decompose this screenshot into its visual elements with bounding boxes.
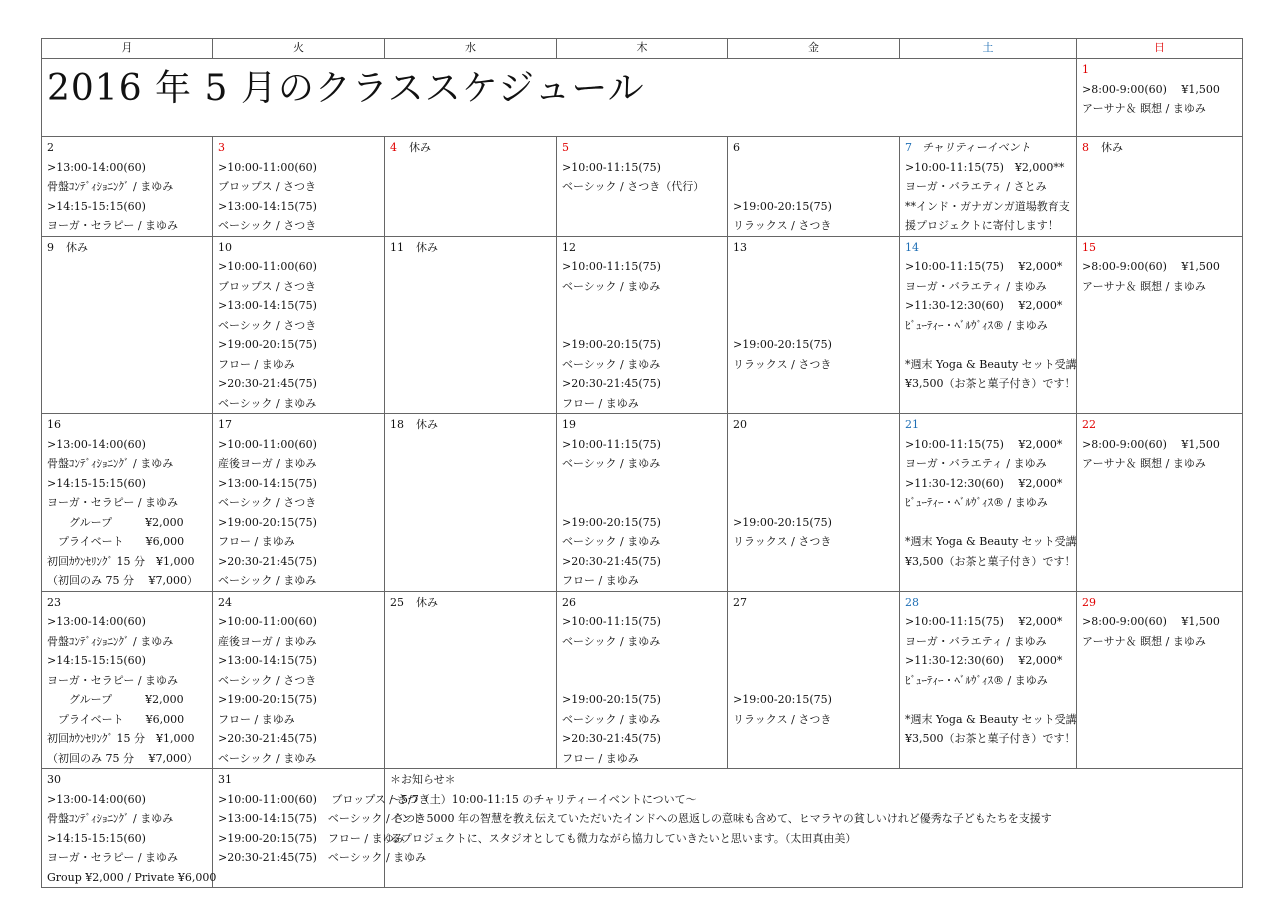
class-line	[905, 335, 1071, 355]
day-cell	[42, 414, 213, 592]
class-line: ¥3,500（お茶と菓子付き）です！	[905, 554, 1076, 568]
notice-heading: ＊お知らせ＊	[390, 773, 456, 786]
class-line: ヨーガ・セラピー / まゆみ	[47, 219, 179, 232]
day-cell	[557, 591, 728, 769]
event-label: チャリティーイベント	[922, 141, 1031, 154]
class-line	[562, 651, 722, 671]
class-line: >19:00-20:15(75)	[562, 693, 661, 706]
class-line: リラックス / さつき	[733, 535, 832, 548]
date-number: 29	[1082, 595, 1096, 609]
class-line: ベーシック / まゆみ	[562, 634, 661, 648]
class-line: >10:00-11:00(60)	[218, 260, 317, 273]
class-line: ベーシック / さつき	[218, 318, 317, 332]
class-line	[562, 493, 722, 513]
class-line: >20:30-21:45(75)	[562, 732, 661, 745]
date-number: 7	[905, 141, 912, 154]
day-header	[390, 593, 551, 613]
notice-body-line: るプロジェクトに、スタジオとしても微力ながら協力していきたいと思います。（太田真由美）	[390, 831, 857, 845]
weekday-sat: 土	[900, 39, 1077, 59]
date-number: 24	[218, 595, 232, 609]
day-cell	[213, 137, 385, 237]
class-line: >19:00-20:15(75)	[562, 338, 661, 351]
class-line	[733, 474, 894, 494]
class-line: ヨーガ・セラピー / まゆみ	[47, 851, 179, 864]
class-line	[733, 257, 894, 277]
class-line: ベーシック / まゆみ	[562, 457, 661, 470]
date-number: 31	[218, 773, 232, 786]
notice-subheading: ～5/7（土）10:00-11:15 のチャリティーイベントについて～	[390, 792, 697, 806]
class-line: ベーシック / さつき	[218, 496, 317, 509]
class-line: >20:30-21:45(75)	[562, 377, 661, 390]
class-line: >8:00-9:00(60) ¥1,500	[1082, 260, 1220, 273]
class-line: >20:30-21:45(75)	[218, 732, 317, 745]
day-header	[390, 238, 551, 258]
day-header	[733, 415, 894, 435]
class-line: >20:30-21:45(75)	[562, 554, 661, 568]
class-line: ベーシック / まゆみ	[562, 712, 661, 726]
class-line: アーサナ＆ 瞑想 / まゆみ	[1082, 457, 1206, 470]
class-line: フロー / まゆみ	[218, 535, 295, 548]
date-number: 10	[218, 240, 232, 254]
day-header	[905, 138, 1071, 158]
class-line	[733, 632, 894, 652]
day-cell	[213, 414, 385, 592]
day-header	[733, 238, 894, 258]
date-number: 6	[733, 141, 740, 154]
class-line: >19:00-20:15(75)	[733, 199, 832, 213]
class-line: ブロップス / さつき	[218, 279, 317, 293]
class-line: >10:00-11:00(60) ブロップス / さつき	[218, 792, 430, 806]
day-header	[390, 138, 551, 158]
closed-label: 休み	[66, 240, 88, 254]
class-line: >11:30-12:30(60) ¥2,000*	[905, 476, 1063, 490]
day-header	[218, 593, 379, 613]
day-cell	[213, 591, 385, 769]
class-line	[733, 316, 894, 336]
weekday-tue: 火	[213, 39, 385, 59]
class-line: >10:00-11:00(60)	[218, 615, 317, 628]
day-cell	[42, 591, 213, 769]
class-line: ヨーガ・バラエティ / まゆみ	[905, 457, 1047, 470]
class-line: >10:00-11:15(75)	[562, 160, 661, 174]
class-line: ベーシック / さつき（代行）	[562, 180, 705, 193]
class-line: >20:30-21:45(75)	[218, 377, 317, 390]
day-header	[218, 415, 379, 435]
day-cell	[900, 591, 1077, 769]
notice-cell	[385, 769, 1243, 888]
title-cell	[42, 59, 1077, 137]
day-header	[47, 415, 207, 435]
notice-body-line: インド 5000 年の智慧を教え伝えていただいたインドへの恩返しの意味も含めて、ヒマラヤの貧しいけれど優秀な子どもたちを支援す	[390, 812, 1052, 825]
class-line: >10:00-11:15(75)	[562, 260, 661, 273]
weekday-mon: 月	[42, 39, 213, 59]
day-cell	[42, 236, 213, 414]
date-number: 14	[905, 240, 919, 254]
class-line: >14:15-15:15(60)	[47, 831, 146, 845]
class-line: >10:00-11:15(75)	[562, 615, 661, 628]
class-line: >19:00-20:15(75)	[733, 338, 832, 351]
class-line: >10:00-11:15(75)	[562, 437, 661, 451]
class-line: >8:00-9:00(60) ¥1,500	[1082, 437, 1220, 451]
class-line: >19:00-20:15(75) フロー / まゆみ	[218, 831, 405, 845]
date-number: 12	[562, 240, 576, 254]
day-cell	[557, 137, 728, 237]
class-line: >20:30-21:45(75) ベーシック / まゆみ	[218, 851, 427, 864]
title-row	[42, 59, 1243, 137]
class-line: ベーシック / まゆみ	[562, 357, 661, 371]
day-header	[218, 138, 379, 158]
class-line: 骨盤ｺﾝﾃﾞｨｼｮﾆﾝｸﾞ / まゆみ	[47, 812, 174, 825]
class-line: 初回ｶｳﾝｾﾘﾝｸﾞ 15 分 ¥1,000	[47, 554, 195, 568]
page-title: 2016 年 5 月のクラススケジュール	[47, 68, 645, 109]
day-cell	[1077, 137, 1243, 237]
class-line	[733, 158, 894, 178]
date-number: 21	[905, 418, 919, 431]
day-header	[47, 138, 207, 158]
class-line: リラックス / さつき	[733, 357, 832, 371]
day-header	[47, 770, 207, 790]
class-line: ベーシック / まゆみ	[218, 396, 317, 410]
class-line: ブロップス / さつき	[218, 180, 317, 193]
class-line: リラックス / さつき	[733, 219, 832, 232]
day-cell	[728, 414, 900, 592]
class-line: ﾋﾞｭｰﾃｨｰ・ﾍﾞﾙｳﾞｨｽ® / まゆみ	[905, 673, 1048, 687]
day-cell	[42, 769, 217, 888]
class-line: >11:30-12:30(60) ¥2,000*	[905, 299, 1063, 312]
class-line: ヨーガ・セラピー / まゆみ	[47, 673, 179, 687]
class-line: ベーシック / さつき	[218, 219, 317, 232]
class-line: ヨーガ・バラエティ / まゆみ	[905, 634, 1047, 648]
day-header	[47, 593, 207, 613]
class-line: アーサナ＆ 瞑想 / まゆみ	[1082, 634, 1206, 648]
day-header	[1082, 138, 1237, 158]
day-header	[905, 238, 1071, 258]
class-line: >13:00-14:15(75)	[218, 654, 317, 667]
day-header	[562, 238, 722, 258]
class-line: >19:00-20:15(75)	[218, 338, 317, 351]
class-line: フロー / まゆみ	[562, 574, 639, 587]
date-number: 4	[390, 141, 397, 154]
date-number: 13	[733, 240, 747, 254]
weekday-wed: 水	[385, 39, 557, 59]
class-line	[905, 690, 1071, 710]
class-line: **インド・ガナガンガ道場教育支	[905, 199, 1070, 213]
class-line: ベーシック / まゆみ	[218, 751, 317, 765]
date-number: 26	[562, 595, 576, 609]
day-header	[733, 593, 894, 613]
class-line: >20:30-21:45(75)	[218, 554, 317, 568]
class-line: >13:00-14:00(60)	[47, 615, 146, 628]
class-line: グループ ¥2,000	[47, 693, 184, 706]
class-line: プライベート ¥6,000	[47, 535, 185, 548]
class-line: プライベート ¥6,000	[47, 712, 185, 726]
class-line	[733, 671, 894, 691]
date-number: 20	[733, 418, 747, 431]
closed-label: 休み	[416, 240, 438, 254]
day-cell	[728, 236, 900, 414]
class-line: ﾋﾞｭｰﾃｨｰ・ﾍﾞﾙｳﾞｨｽ® / まゆみ	[905, 318, 1048, 332]
day-header	[1082, 238, 1237, 258]
day-cell	[385, 236, 557, 414]
day-header	[1082, 415, 1237, 435]
date-number: 2	[47, 141, 54, 154]
day-cell	[900, 137, 1077, 237]
class-line: *週末 Yoga & Beauty セット受講	[905, 357, 1077, 371]
class-line: >19:00-20:15(75)	[562, 515, 661, 529]
day-header	[390, 415, 551, 435]
class-line	[905, 513, 1071, 533]
date-number: 30	[47, 773, 61, 786]
day-header	[905, 415, 1071, 435]
date-number: 23	[47, 595, 61, 609]
class-line: ヨーガ・バラエティ / さとみ	[905, 180, 1047, 193]
closed-label: 休み	[1101, 141, 1123, 154]
class-line	[733, 454, 894, 474]
day-cell	[1077, 236, 1243, 414]
class-line	[733, 177, 894, 197]
class-line	[733, 493, 894, 513]
class-line: アーサナ＆ 瞑想 / まゆみ	[1082, 102, 1206, 115]
closed-label: 休み	[409, 141, 431, 154]
week-row	[42, 236, 1243, 414]
class-line: >8:00-9:00(60) ¥1,500	[1082, 615, 1220, 628]
class-line	[733, 296, 894, 316]
class-line: 骨盤ｺﾝﾃﾞｨｼｮﾆﾝｸﾞ / まゆみ	[47, 180, 174, 193]
date-number: 8	[1082, 141, 1089, 154]
date-number: 3	[218, 141, 225, 154]
class-line: Group ¥2,000 / Private ¥6,000	[47, 870, 217, 884]
day-header	[733, 138, 894, 158]
day-cell	[1077, 59, 1243, 137]
class-line: *週末 Yoga & Beauty セット受講	[905, 535, 1077, 548]
day-header	[218, 770, 379, 790]
class-line: >19:00-20:15(75)	[733, 515, 832, 529]
class-line: グループ ¥2,000	[47, 515, 184, 529]
class-line: >13:00-14:15(75)	[218, 476, 317, 490]
day-header	[562, 415, 722, 435]
class-line	[562, 671, 722, 691]
class-line: リラックス / さつき	[733, 712, 832, 726]
date-number: 22	[1082, 418, 1096, 431]
day-header	[218, 238, 379, 258]
class-line	[562, 316, 722, 336]
class-line: 初回ｶｳﾝｾﾘﾝｸﾞ 15 分 ¥1,000	[47, 732, 195, 745]
class-line: >13:00-14:15(75)	[218, 199, 317, 213]
class-line	[733, 651, 894, 671]
weekday-sun: 日	[1077, 39, 1243, 59]
date-number: 16	[47, 418, 61, 431]
class-line: 骨盤ｺﾝﾃﾞｨｼｮﾆﾝｸﾞ / まゆみ	[47, 634, 174, 648]
date-number: 28	[905, 595, 919, 609]
class-line: >8:00-9:00(60) ¥1,500	[1082, 82, 1220, 96]
date-number: 27	[733, 595, 747, 609]
day-cell	[385, 137, 557, 237]
class-line: >14:15-15:15(60)	[47, 476, 146, 490]
day-cell	[900, 236, 1077, 414]
class-line: >13:00-14:00(60)	[47, 792, 146, 806]
day-header	[1082, 60, 1237, 80]
day-header	[47, 238, 207, 258]
class-line: ベーシック / まゆみ	[218, 574, 317, 587]
date-number: 1	[1082, 63, 1089, 76]
date-number: 25	[390, 595, 404, 609]
day-cell	[1077, 414, 1243, 592]
class-line: 産後ヨーガ / まゆみ	[218, 634, 317, 648]
class-line: ¥3,500（お茶と菓子付き）です！	[905, 732, 1076, 745]
class-line: >13:00-14:15(75) ベーシック / さつき	[218, 812, 427, 825]
week-row	[42, 414, 1243, 592]
date-number: 17	[218, 418, 232, 431]
class-line: >19:00-20:15(75)	[733, 693, 832, 706]
class-line: >10:00-11:00(60)	[218, 437, 317, 451]
closed-label: 休み	[416, 595, 438, 609]
date-number: 15	[1082, 240, 1096, 254]
date-number: 9	[47, 240, 54, 254]
class-line: >10:00-11:00(60)	[218, 160, 317, 174]
day-header	[562, 593, 722, 613]
class-line: アーサナ＆ 瞑想 / まゆみ	[1082, 279, 1206, 293]
date-number: 11	[390, 240, 404, 254]
class-line: ベーシック / まゆみ	[562, 279, 661, 293]
day-header	[905, 593, 1071, 613]
class-line: フロー / まゆみ	[218, 712, 295, 726]
day-cell	[728, 137, 900, 237]
class-line: >14:15-15:15(60)	[47, 199, 146, 213]
class-line: >13:00-14:00(60)	[47, 437, 146, 451]
class-line: >10:00-11:15(75) ¥2,000*	[905, 615, 1063, 628]
weekday-fri: 金	[728, 39, 900, 59]
day-cell	[385, 591, 557, 769]
class-line: ¥3,500（お茶と菓子付き）です！	[905, 377, 1076, 390]
week-row	[42, 591, 1243, 769]
class-line: >13:00-14:00(60)	[47, 160, 146, 174]
class-line: >14:15-15:15(60)	[47, 654, 146, 667]
class-line: ベーシック / まゆみ	[562, 535, 661, 548]
class-line: （初回のみ 75 分 ¥7,000）	[47, 751, 198, 765]
class-line: 援プロジェクトに寄付します！	[905, 219, 1059, 232]
class-line: ﾋﾞｭｰﾃｨｰ・ﾍﾞﾙｳﾞｨｽ® / まゆみ	[905, 496, 1048, 509]
class-line: >19:00-20:15(75)	[218, 693, 317, 706]
class-line	[733, 612, 894, 632]
class-line: 産後ヨーガ / まゆみ	[218, 457, 317, 470]
class-line: >11:30-12:30(60) ¥2,000*	[905, 654, 1063, 667]
class-line: ベーシック / さつき	[218, 673, 317, 687]
class-line: >19:00-20:15(75)	[218, 515, 317, 529]
notice-box	[385, 769, 1242, 848]
date-number: 18	[390, 418, 404, 431]
weekday-thu: 木	[557, 39, 728, 59]
week-row	[42, 769, 1243, 888]
class-line: フロー / まゆみ	[562, 751, 639, 765]
day-cell	[42, 137, 213, 237]
class-line: 骨盤ｺﾝﾃﾞｨｼｮﾆﾝｸﾞ / まゆみ	[47, 457, 174, 470]
day-cell	[900, 414, 1077, 592]
class-line: >10:00-11:15(75) ¥2,000*	[905, 437, 1063, 451]
date-number: 5	[562, 141, 569, 154]
class-line: フロー / まゆみ	[218, 357, 295, 371]
day-cell	[557, 236, 728, 414]
class-line	[733, 277, 894, 297]
day-cell	[557, 414, 728, 592]
day-cell	[213, 236, 385, 414]
week-row	[42, 137, 1243, 237]
class-line	[562, 474, 722, 494]
class-line: >13:00-14:15(75)	[218, 299, 317, 312]
class-line: >10:00-11:15(75) ¥2,000*	[905, 260, 1063, 273]
schedule-calendar	[41, 38, 1243, 888]
class-line: （初回のみ 75 分 ¥7,000）	[47, 574, 198, 587]
day-header	[562, 138, 722, 158]
class-line: ヨーガ・バラエティ / まゆみ	[905, 279, 1047, 293]
day-cell	[385, 414, 557, 592]
class-line	[562, 296, 722, 316]
class-line: *週末 Yoga & Beauty セット受講	[905, 712, 1077, 726]
day-cell	[1077, 591, 1243, 769]
class-line: ヨーガ・セラピー / まゆみ	[47, 496, 179, 509]
day-cell	[728, 591, 900, 769]
closed-label: 休み	[416, 418, 438, 431]
class-line: フロー / まゆみ	[562, 396, 639, 410]
class-line	[733, 435, 894, 455]
class-line: >10:00-11:15(75) ¥2,000**	[905, 160, 1065, 174]
date-number: 19	[562, 418, 576, 431]
day-header	[1082, 593, 1237, 613]
weekday-header-row	[42, 39, 1243, 59]
